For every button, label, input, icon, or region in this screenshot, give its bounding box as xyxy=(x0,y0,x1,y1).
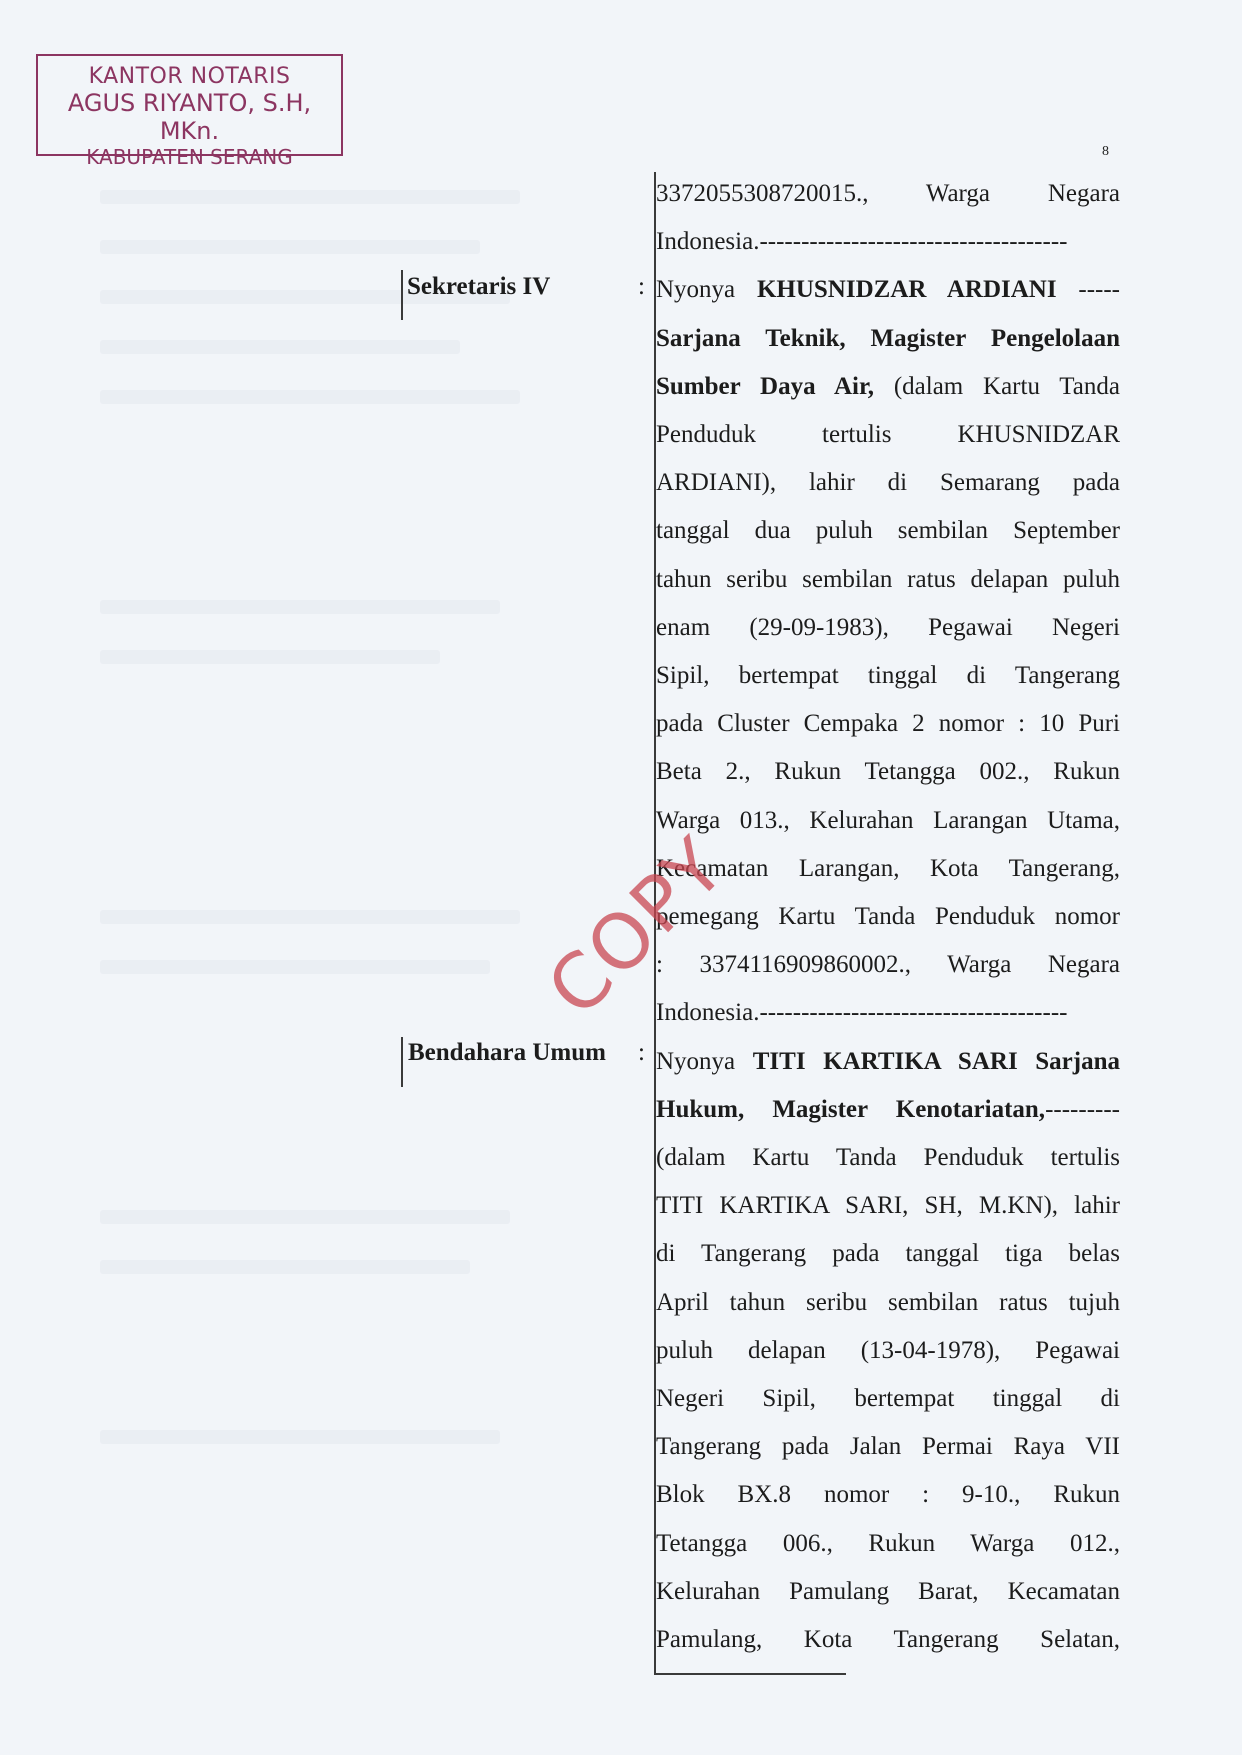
text-segment: Negeri Sipil, bertempat tinggal di xyxy=(656,1385,1120,1412)
text-segment: ARDIANI), lahir di Semarang pada xyxy=(656,469,1120,497)
text-line xyxy=(656,459,1120,507)
text-segment: TITI KARTIKA SARI, SH, M.KN), lahir xyxy=(656,1192,1120,1220)
text-segment: Nyonya xyxy=(656,276,757,304)
label-marker-bendahara xyxy=(401,1037,403,1087)
text-segment: Penduduk tertulis KHUSNIDZAR xyxy=(656,421,1120,448)
text-line xyxy=(656,170,1120,218)
text-line xyxy=(656,556,1120,604)
text-line xyxy=(656,266,1120,314)
text-segment: ----- xyxy=(1056,276,1120,304)
text-segment: pada Cluster Cempaka 2 nomor : 10 Puri xyxy=(656,710,1120,738)
text-segment: Beta 2., Rukun Tetangga 002., Rukun xyxy=(656,758,1120,786)
text-line xyxy=(656,1182,1120,1230)
bold-segment: TITI KARTIKA SARI Sarjana xyxy=(752,1047,1120,1075)
text-segment: Pamulang, Kota Tangerang Selatan, xyxy=(656,1626,1120,1653)
text-segment: Kecamatan Larangan, Kota Tangerang, xyxy=(656,854,1120,882)
text-line xyxy=(656,797,1120,845)
text-segment: di Tangerang pada tanggal tiga belas xyxy=(656,1240,1120,1268)
text-segment: Tangerang pada Jalan Permai Raya VII xyxy=(656,1433,1120,1461)
text-line xyxy=(656,652,1120,700)
bold-segment: Sarjana Teknik, Magister Pengelolaan xyxy=(656,324,1120,352)
text-line xyxy=(656,989,1120,1037)
text-line xyxy=(656,700,1120,748)
text-line xyxy=(656,1568,1120,1616)
text-line xyxy=(656,748,1120,796)
copy-watermark: COPY xyxy=(530,820,743,1033)
text-segment: --------- xyxy=(1045,1095,1120,1123)
text-segment: (dalam Kartu Tanda xyxy=(874,372,1120,400)
text-segment: Warga 013., Kelurahan Larangan Utama, xyxy=(656,806,1120,834)
text-line xyxy=(656,1423,1120,1471)
role-label-bendahara-umum: Bendahara Umum xyxy=(408,1039,606,1066)
text-line xyxy=(656,363,1120,411)
text-segment: 3372055308720015., Warga Negara xyxy=(656,180,1120,207)
text-segment: pemegang Kartu Tanda Penduduk nomor xyxy=(656,903,1120,930)
text-segment: puluh delapan (13-04-1978), Pegawai xyxy=(656,1336,1120,1364)
stamp-line-notary-name: AGUS RIYANTO, S.H, MKn. xyxy=(67,89,312,145)
text-line xyxy=(656,1086,1120,1134)
text-line xyxy=(656,411,1120,459)
text-line xyxy=(656,507,1120,555)
text-segment: Kelurahan Pamulang Barat, Kecamatan xyxy=(656,1577,1120,1605)
text-line xyxy=(656,1230,1120,1278)
text-segment: tahun seribu sembilan ratus delapan puluh xyxy=(656,565,1120,593)
text-line xyxy=(656,1520,1120,1568)
text-segment: Nyonya xyxy=(656,1047,753,1075)
text-line xyxy=(656,941,1120,989)
text-segment: Tetangga 006., Rukun Warga 012., xyxy=(656,1529,1120,1557)
text-line xyxy=(656,1134,1120,1182)
text-segment: Indonesia.------------------------------------- xyxy=(656,228,1068,256)
notary-stamp xyxy=(36,54,343,169)
text-line xyxy=(656,1471,1120,1519)
text-line xyxy=(656,1279,1120,1327)
text-segment: Sipil, bertempat tinggal di Tangerang xyxy=(656,662,1120,689)
bold-segment: Sumber Daya Air, xyxy=(656,372,875,400)
text-segment: April tahun seribu sembilan ratus tujuh xyxy=(656,1288,1120,1316)
text-segment: Blok BX.8 nomor : 9-10., Rukun xyxy=(656,1481,1120,1509)
text-segment: : 3374116909860002., Warga Negara xyxy=(656,951,1120,979)
text-segment: enam (29-09-1983), Pegawai Negeri xyxy=(656,613,1120,641)
label-marker-sekretaris xyxy=(401,270,403,320)
text-segment: (dalam Kartu Tanda Penduduk tertulis xyxy=(656,1144,1120,1171)
text-line xyxy=(656,1375,1120,1423)
text-segment: Indonesia.------------------------------------- xyxy=(656,999,1068,1027)
text-segment: tanggal dua puluh sembilan September xyxy=(656,517,1120,545)
text-line xyxy=(656,315,1120,363)
stamp-line-office: KANTOR NOTARIS xyxy=(88,64,291,89)
text-column-end-rule xyxy=(654,1673,846,1675)
role-colon-bendahara: : xyxy=(638,1039,645,1066)
role-label-sekretaris-iv: Sekretaris IV xyxy=(407,273,551,300)
text-line xyxy=(656,604,1120,652)
stamp-line-regency: KABUPATEN SERANG xyxy=(86,145,293,169)
bold-segment: Hukum, Magister Kenotariatan, xyxy=(656,1095,1046,1123)
bold-segment: KHUSNIDZAR ARDIANI xyxy=(756,276,1057,304)
text-line xyxy=(656,1038,1120,1086)
text-line xyxy=(656,1327,1120,1375)
text-line xyxy=(656,218,1120,266)
text-line xyxy=(656,1616,1120,1664)
page-number: 8 xyxy=(1102,144,1109,159)
role-colon-sekretaris: : xyxy=(638,273,645,300)
